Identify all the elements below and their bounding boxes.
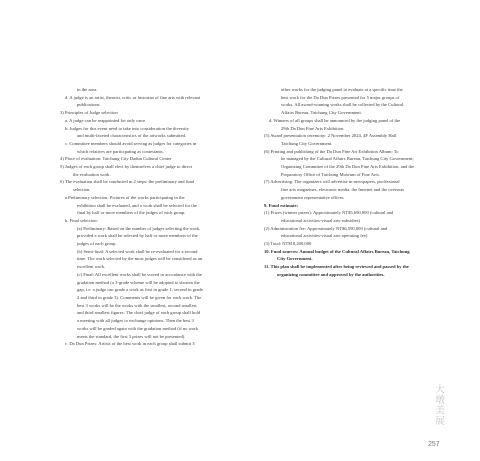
text-line: 6) The evaluation shall be conducted in 2 steps: the preliminary and final [60, 179, 195, 185]
text-line: Taichung City Government. [281, 140, 333, 146]
text-line: meets the standard, the first 3 prizes will not be presented). [77, 333, 186, 339]
text-line: works will be graded again with the gradation method (if no work [77, 325, 199, 331]
text-line: (b) Semi-final: A selected work shall be re-evaluated for a second [77, 248, 198, 254]
text-line: (5) Award presentation ceremony: 2 November 2024, 4F Assembly Hall [264, 133, 397, 139]
text-line: (7) Advertising: The organizers will advertise in newspapers, professional [264, 179, 400, 185]
text-line: (2) Administration fee: Approximately NT$6,590,000 (cultural and [264, 225, 388, 231]
text-line: (6) Printing and publishing of the Da Dun Fine Art Exhibition Album: To [264, 148, 399, 154]
text-line: 4) Place of evaluation: Taichung City Dadun Cultural Center [60, 156, 172, 162]
text-line: 10. Fund sources: Annual budget of the Cultural Affairs Bureau, Taichung [264, 248, 410, 254]
text-line: 29th Da Dun Fine Arts Exhibition. [281, 125, 345, 131]
text-line: fine arts magazines, electronic media, the Internet and the overseas [281, 187, 405, 193]
text-line: organizing committee and approved by the authorities. [277, 271, 385, 277]
text-line: d. A judge is an artist, theorist, critic or historian of fine arts with relevant [65, 94, 201, 100]
exhibition-watermark: 大墩美展 [433, 384, 444, 426]
text-line: which relatives are participating as contestants. [77, 148, 164, 154]
text-line: c. Committee members should avoid serving as judges for categories in [65, 140, 197, 146]
page [0, 0, 1, 1]
text-line: the evaluation work. [73, 171, 111, 177]
text-line: (1) Prizes (winner prizes): Approximately NT$5,690,000 (cultural and [264, 210, 394, 216]
text-line: best 3 works will be the works with the smallest, second smallest [77, 302, 197, 308]
text-line: in the area. [77, 87, 98, 92]
text-line: provided a work shall be selected by half or more members of the [77, 233, 198, 239]
text-line: 11. This plan shall be implemented after being reviewed and passed by the [264, 264, 409, 270]
text-line: best work for the Da Dun Prizes presented for 5 major groups of [281, 94, 400, 100]
text-line: Affairs Bureau, Taichung City Government. [281, 110, 362, 116]
text-line: be managed by the Cultural Affairs Bureau, Taichung City Government; [281, 156, 414, 162]
text-line: Organizing Committee of the 29th Da Dun Fine Arts Exhibition, and the [281, 164, 415, 170]
text-line: 5) Judges of each group shall elect by themselves a chief judge to direct [60, 164, 193, 170]
text-line: 3) Principles of Judge selection [60, 110, 118, 116]
text-line: educational activities-visual arts-subsidies) [281, 217, 361, 223]
text-line: City Government. [277, 256, 313, 262]
right-column [264, 86, 460, 279]
text-line: 2 and third in grade 3). Comments will be given for each work. The [77, 294, 202, 300]
text-line: a.Preliminary selection: Pictures of the works participating in the [65, 194, 185, 200]
text-line: and third smallest figures. The chief judge of each group shall hold [77, 310, 201, 316]
text-line: c. Da Dun Prizes: Artists of the best work in each group shall submit 3 [65, 341, 195, 347]
text-line: a meeting with all judges to exchange opinions. Then the best 3 [77, 318, 194, 324]
text-line: gradation method (a 3-grade scheme will be adopted to shorten the [77, 279, 200, 285]
page-number: 257 [428, 441, 440, 448]
text-line: government representative offices. [281, 194, 345, 200]
text-line: (3) Total: NT$18,200,000 [264, 241, 312, 247]
text-line: Preparatory Office of Taichung Museum of Fine Arts. [281, 171, 380, 177]
text-line: (a) Preliminary: Based on the number of judges selecting the work, [77, 225, 201, 231]
text-line: 9. Fund estimate: [264, 202, 299, 208]
text-line: time. The work selected by the most judges will be considered as an [77, 256, 203, 262]
text-line: and multi-faceted characteristics of the artworks submitted. [77, 133, 187, 139]
text-line: final by half or more members of the judges of each group. [77, 210, 186, 216]
text-line: educational activities-visual arts-operating fee) [281, 233, 368, 239]
text-line: other works for the judging panel to evaluate at a specific time the [281, 87, 403, 92]
text-line: selection. [73, 187, 91, 193]
text-line: d. Winners of all groups shall be announced by the judging panel of the [269, 117, 401, 123]
text-line: b. Final selection: [65, 217, 98, 223]
text-line: works. All award-winning works shall be collected by the Cultural [281, 102, 404, 108]
text-line: judges of each group. [77, 241, 117, 247]
left-column [60, 86, 250, 348]
text-line: b. Judges for this event need to take into consideration the diversity [65, 125, 190, 131]
text-line: exhibition shall be evaluated, and a work shall be selected for the [77, 202, 197, 208]
text-line: gap, i.e. a judge can grade a work as first in grade 1, second in grade [77, 287, 203, 293]
text-line: (c) Final: All excellent works shall be scored in accordance with the [77, 271, 202, 277]
text-line: excellent work. [77, 264, 106, 270]
text-line: a. A judge can be reappointed for only once. [65, 117, 147, 123]
text-line: publications. [77, 102, 101, 108]
